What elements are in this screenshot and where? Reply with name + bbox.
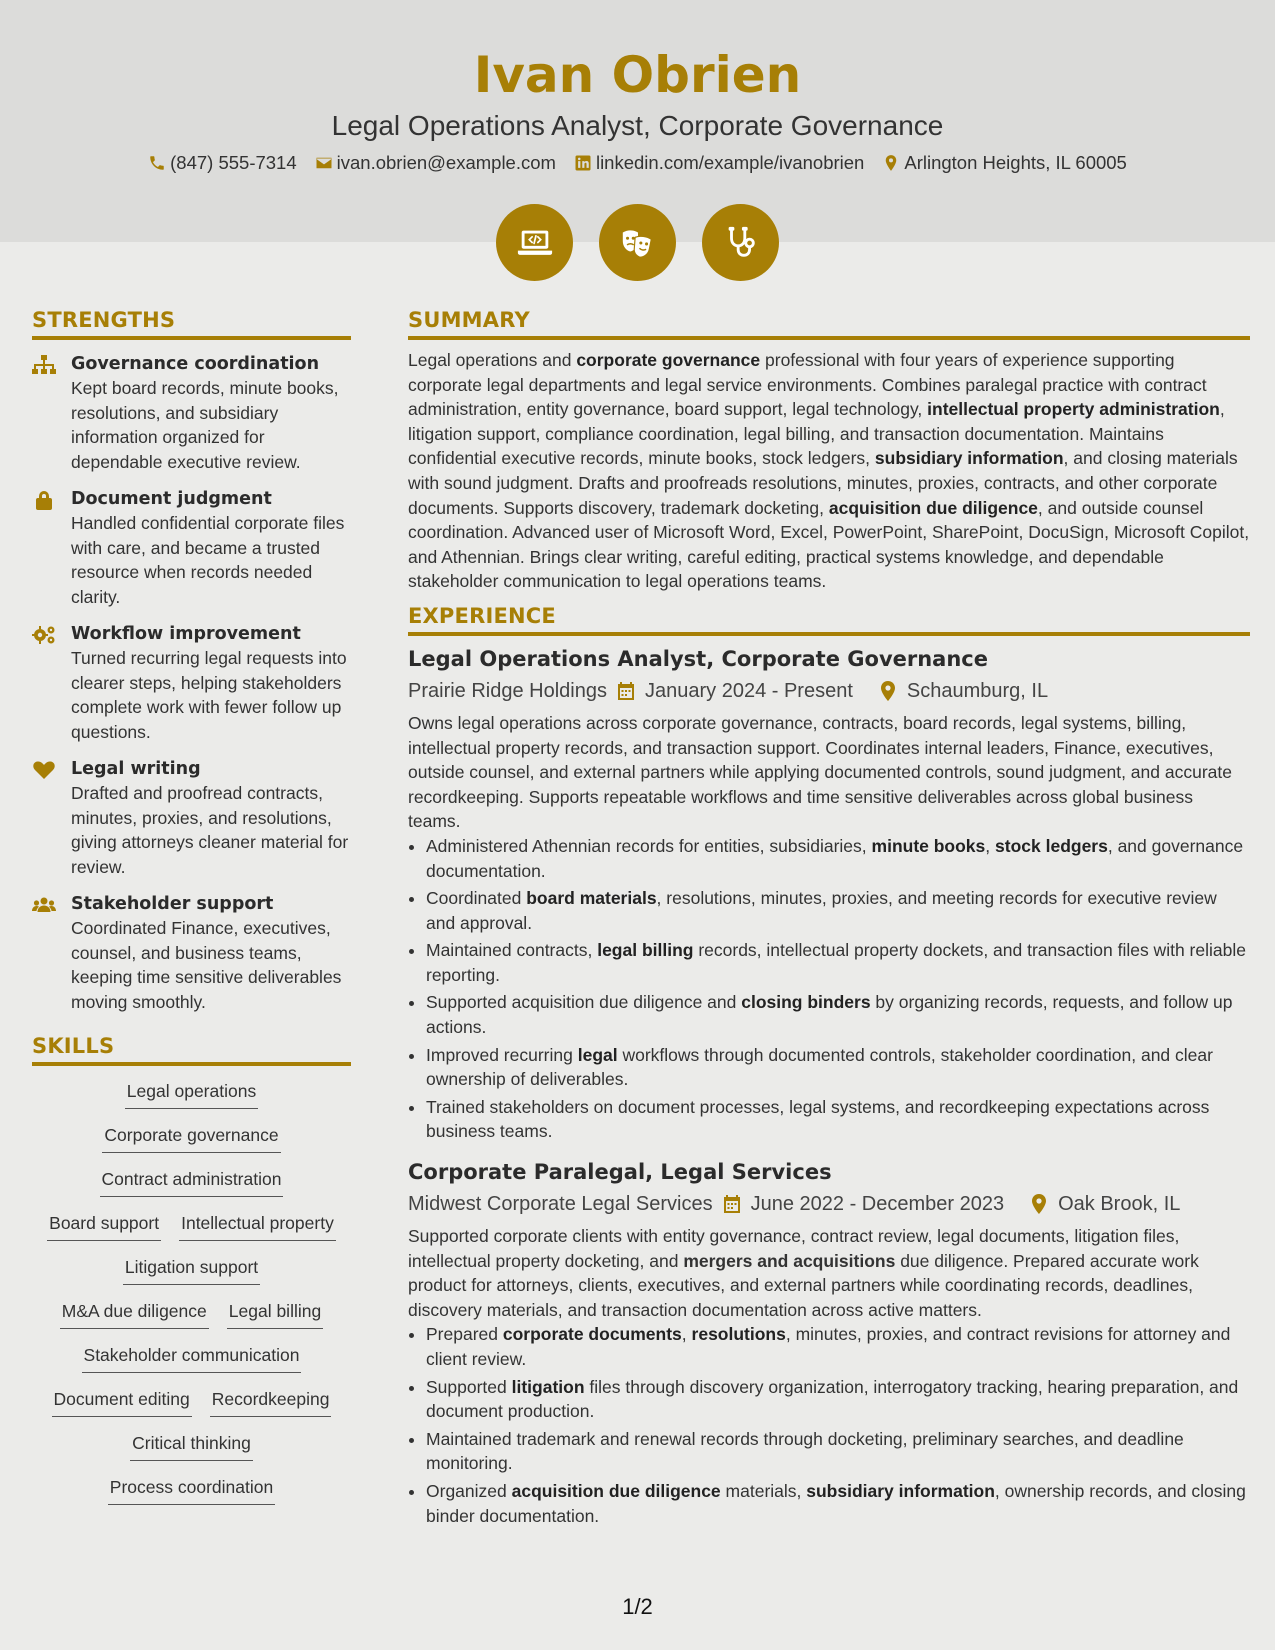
bullet-item: • Organized acquisition due diligence materials, subsidiary information, ownership records, and closing binder documentation. [426, 1479, 1250, 1528]
stethoscope-badge [702, 204, 779, 281]
strength-text: Handled confidential corporate files with care, and became a trusted resource when records needed clarity. [71, 513, 345, 607]
sitemap-icon [32, 355, 56, 375]
phone-text: (847) 555-7314 [170, 152, 297, 173]
users-icon [32, 895, 56, 915]
skill-tag: Legal operations [125, 1080, 258, 1109]
strength-title: Document judgment [71, 489, 272, 509]
lock-icon [32, 490, 56, 510]
skill-tag: Recordkeeping [210, 1388, 332, 1417]
skill-tag: Legal billing [227, 1300, 323, 1329]
skill-tag: Litigation support [123, 1256, 260, 1285]
bullet-item: • Administered Athennian records for entities, subsidiaries, minute books, stock ledgers, and governance documentation. [426, 834, 1250, 883]
phone-icon [148, 154, 166, 172]
strength-title: Governance coordination [71, 354, 320, 374]
strength-text: Coordinated Finance, executives, counsel, and business teams, keeping time sensitive deliverables moving smoothly. [71, 918, 342, 1012]
stethoscope-icon [722, 224, 760, 262]
candidate-title: Legal Operations Analyst, Corporate Governance [331, 110, 944, 141]
gears-icon [32, 625, 56, 645]
job-entry [408, 645, 1250, 1144]
contact-email[interactable] [315, 152, 556, 174]
job-company: Midwest Corporate Legal Services [408, 1193, 713, 1216]
job-location: Schaumburg, IL [906, 679, 1049, 702]
strength-text: Drafted and proofread contracts, minutes, proxies, and resolutions, giving attorneys cleaner material for review. [71, 783, 349, 877]
map-pin-icon [1030, 1194, 1048, 1214]
job-location: Oak Brook, IL [1058, 1193, 1181, 1216]
strength-item [32, 487, 351, 609]
candidate-name: Ivan Obrien [473, 46, 802, 104]
strength-title: Stakeholder support [71, 894, 274, 914]
skill-tag: Corporate governance [102, 1124, 280, 1153]
bullet-item: • Supported acquisition due diligence and closing binders by organizing records, requests, and follow up actions. [426, 990, 1250, 1039]
calendar-icon [617, 681, 635, 701]
calendar-icon [723, 1194, 741, 1214]
strengths-list [32, 352, 351, 1014]
strength-text: Kept board records, minute books, resolutions, and subsidiary information organized for dependable executive review. [71, 378, 339, 472]
summary-text: Legal operations and corporate governance professional with four years of experience supporting corporate legal departments and legal service environments. Combines paralegal practice with contract administration, entity governance, board support, legal technology, intellectual property administration, litigation support, compliance coordination, legal billing, and transaction documentation. Maintains confidential executive records, minute books, stock ledgers, subsidiary information, and closing materials with sound judgment. Drafts and proofreads resolutions, minutes, proxies, contracts, and other corporate documents. Supports discovery, trademark docketing, acquisition due diligence, and outside counsel coordination. Advanced user of Microsoft Word, Excel, PowerPoint, SharePoint, DocuSign, Microsoft Copilot, and Athennian. Brings clear writing, careful editing, practical systems knowledge, and dependable stakeholder communication to legal operations teams. [408, 350, 1250, 592]
job-dates: January 2024 - Present [644, 679, 853, 702]
strength-item [32, 622, 351, 744]
strength-item [32, 892, 351, 1014]
skill-tag: Intellectual property [179, 1212, 336, 1241]
bullet-item: • Supported litigation files through discovery organization, interrogatory tracking, hearing preparation, and document production. [426, 1375, 1250, 1424]
strength-item [32, 757, 351, 879]
map-pin-icon [879, 681, 897, 701]
contact-location [882, 152, 1127, 174]
badge-row [0, 204, 1275, 281]
linkedin-text: linkedin.com/example/ivanobrien [595, 152, 865, 173]
email-text: ivan.obrien@example.com [336, 152, 556, 173]
laptop-code-badge [496, 204, 573, 281]
linkedin-icon [574, 154, 592, 172]
skill-tag: Stakeholder communication [82, 1344, 302, 1373]
bullet-item: • Prepared corporate documents, resolutions, minutes, proxies, and contract revisions for attorney and client review. [426, 1322, 1250, 1371]
summary-heading: SUMMARY [408, 308, 1250, 340]
contact-linkedin[interactable] [574, 152, 864, 174]
map-pin-icon [882, 154, 900, 172]
job-description: Supported corporate clients with entity governance, contract review, legal documents, litigation files, intellectual property docketing, and mergers and acquisitions due diligence. Prepared accurate work product for attorneys, clients, executives, and external partners while coordinating records, deadlines, discovery materials, and transaction documentation across active matters. [408, 1226, 1199, 1320]
job-bullets [408, 1322, 1250, 1528]
bullet-item: • Improved recurring legal workflows through documented controls, stakeholder coordination, and clear ownership of deliverables. [426, 1043, 1250, 1092]
skill-tag: Process coordination [108, 1476, 275, 1505]
skill-tag: Board support [47, 1212, 161, 1241]
skill-tag: M&A due diligence [60, 1300, 209, 1329]
experience-heading: EXPERIENCE [408, 604, 1250, 636]
job-entry [408, 1158, 1250, 1528]
bullet-item: • Coordinated board materials, resolutions, minutes, proxies, and meeting records for executive review and approval. [426, 886, 1250, 935]
strengths-heading: STRENGTHS [32, 308, 351, 340]
theater-masks-icon [619, 224, 657, 262]
left-column [32, 308, 351, 1520]
header-band [0, 0, 1275, 242]
heart-icon [32, 760, 56, 780]
strength-title: Workflow improvement [71, 624, 301, 644]
skill-tag: Critical thinking [130, 1432, 253, 1461]
job-meta [408, 677, 1250, 705]
skill-tag: Document editing [52, 1388, 192, 1417]
bullet-item: • Maintained trademark and renewal records through docketing, preliminary searches, and deadline monitoring. [426, 1427, 1250, 1476]
strength-title: Legal writing [71, 759, 201, 779]
strength-text: Turned recurring legal requests into clearer steps, helping stakeholders complete work with fewer follow up questions. [71, 648, 347, 742]
strength-item [32, 352, 351, 474]
location-text: Arlington Heights, IL 60005 [904, 152, 1127, 173]
job-title: Corporate Paralegal, Legal Services [408, 1160, 832, 1185]
job-bullets [408, 834, 1250, 1144]
theater-masks-badge [599, 204, 676, 281]
job-title: Legal Operations Analyst, Corporate Governance [408, 646, 988, 671]
contact-phone[interactable] [148, 152, 297, 174]
skills-heading: SKILLS [32, 1034, 351, 1066]
skills-list [32, 1080, 351, 1505]
right-column [408, 308, 1250, 1531]
laptop-code-icon [516, 224, 554, 262]
page-number: 1/2 [622, 1594, 653, 1619]
job-meta [408, 1190, 1250, 1218]
job-description: Owns legal operations across corporate governance, contracts, board records, legal systems, billing, intellectual property records, and transaction support. Coordinates internal leaders, Finance, executives, outside counsel, and external partners while applying documented controls, sound judgment, and accurate recordkeeping. Supports repeatable workflows and time sensitive deliverables across global business teams. [408, 712, 1232, 832]
bullet-item: • Trained stakeholders on document processes, legal systems, and recordkeeping expectations across business teams. [426, 1095, 1250, 1144]
job-company: Prairie Ridge Holdings [408, 679, 607, 702]
skill-tag: Contract administration [100, 1168, 284, 1197]
job-dates: June 2022 - December 2023 [750, 1193, 1005, 1216]
contact-bar [0, 152, 1275, 174]
envelope-icon [315, 154, 333, 172]
bullet-item: • Maintained contracts, legal billing records, intellectual property dockets, and transaction files with reliable reporting. [426, 938, 1250, 987]
